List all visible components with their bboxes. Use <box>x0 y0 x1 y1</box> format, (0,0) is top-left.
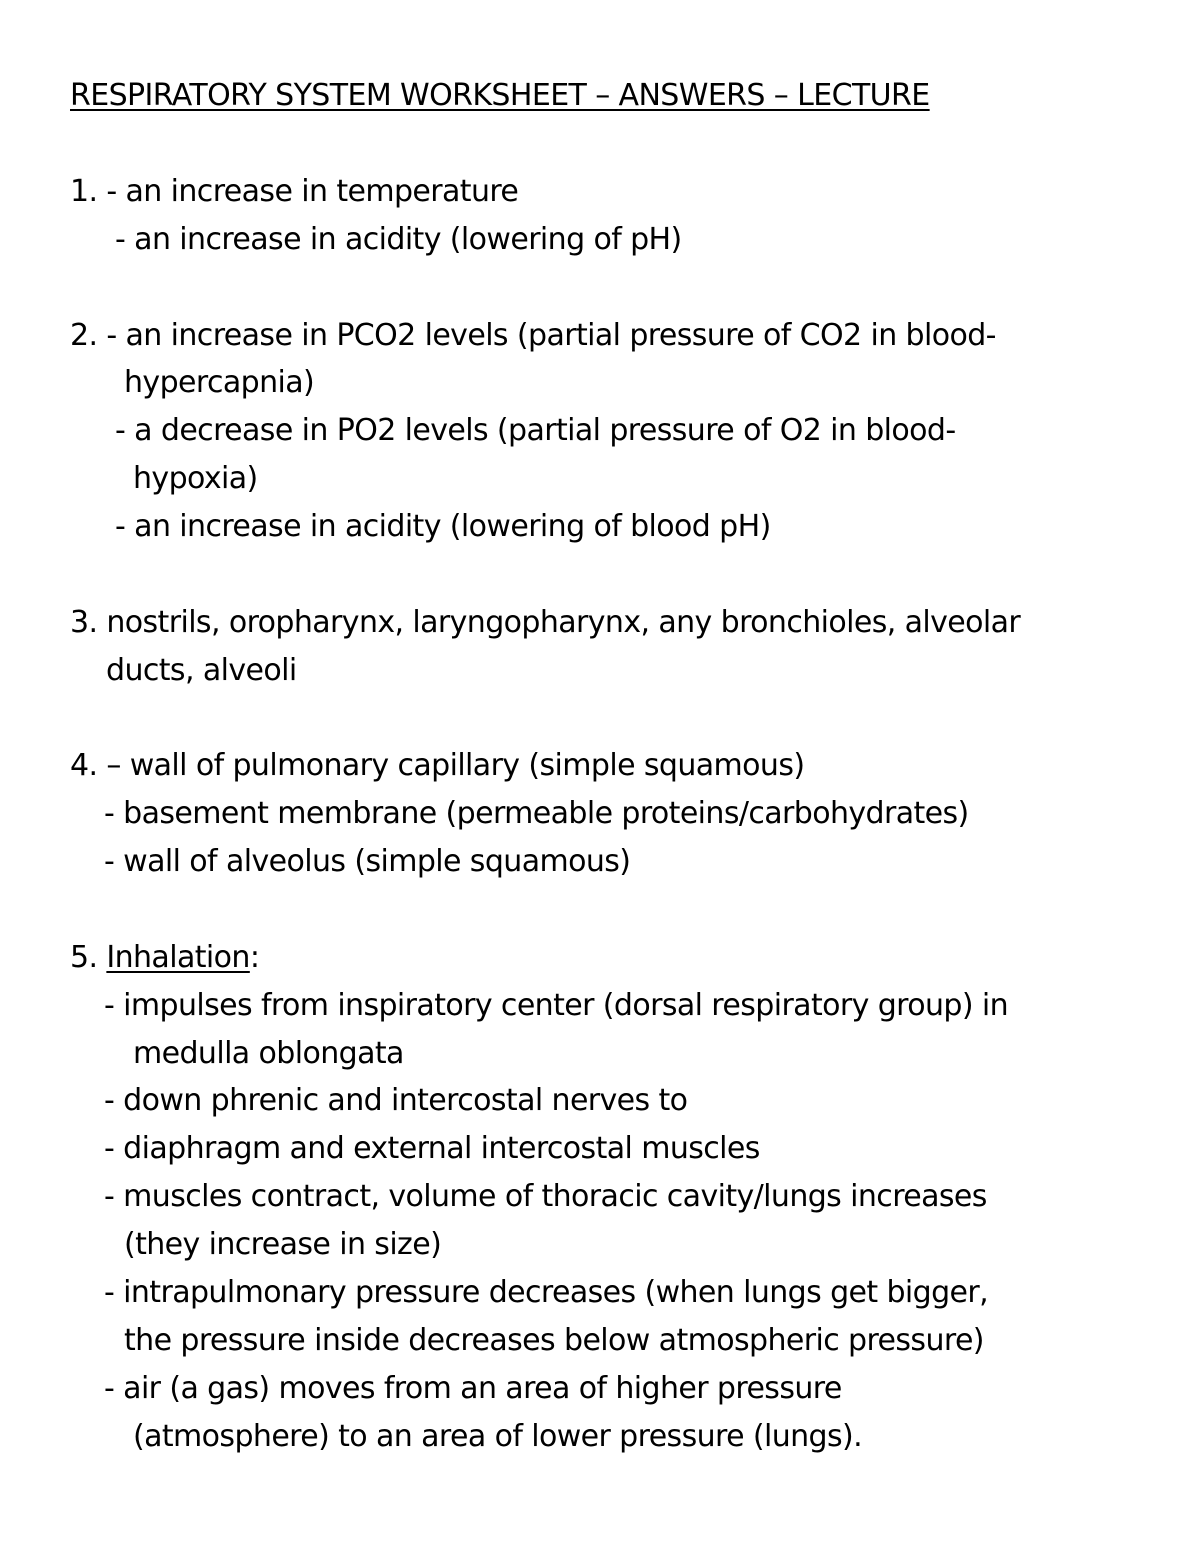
q5-line-5: - muscles contract, volume of thoracic cavity/lungs increases <box>104 1179 987 1214</box>
q2-line-4: hypoxia) <box>133 461 258 496</box>
q2-line-5: - an increase in acidity (lowering of blood pH) <box>115 509 771 544</box>
q1-line-2: - an increase in acidity (lowering of pH) <box>115 222 682 257</box>
q1-line-1: 1. - an increase in temperature <box>70 174 519 209</box>
q5-line-8: the pressure inside decreases below atmospheric pressure) <box>124 1323 984 1358</box>
q5-line-10: (atmosphere) to an area of lower pressure (lungs). <box>133 1419 863 1454</box>
q5-line-6: (they increase in size) <box>124 1227 442 1262</box>
q5-number: 5. <box>70 940 107 975</box>
q3-line-1: 3. nostrils, oropharynx, laryngopharynx, any bronchioles, alveolar <box>70 605 1021 640</box>
q2-line-1: 2. - an increase in PCO2 levels (partial pressure of CO2 in blood- <box>70 318 996 353</box>
q5-line-7: - intrapulmonary pressure decreases (when lungs get bigger, <box>104 1275 989 1310</box>
q5-line-9: - air (a gas) moves from an area of higher pressure <box>104 1371 842 1406</box>
q3-line-2: ducts, alveoli <box>106 653 297 688</box>
q5-line-4: - diaphragm and external intercostal muscles <box>104 1131 760 1166</box>
q4-line-1: 4. – wall of pulmonary capillary (simple squamous) <box>70 748 805 783</box>
q5-heading: Inhalation <box>106 940 250 975</box>
q5-line-1: - impulses from inspiratory center (dorsal respiratory group) in <box>104 988 1009 1023</box>
q4-line-2: - basement membrane (permeable proteins/carbohydrates) <box>104 796 969 831</box>
q5-line-3: - down phrenic and intercostal nerves to <box>104 1083 688 1118</box>
q5-line-2: medulla oblongata <box>133 1036 404 1071</box>
q5-heading-suffix: : <box>249 940 260 975</box>
q2-line-3: - a decrease in PO2 levels (partial pressure of O2 in blood- <box>115 413 956 448</box>
document-title: RESPIRATORY SYSTEM WORKSHEET – ANSWERS – LECTURE <box>70 78 930 113</box>
q2-line-2: hypercapnia) <box>124 365 315 400</box>
q4-line-3: - wall of alveolus (simple squamous) <box>104 844 631 879</box>
q5-heading-line <box>70 938 259 978</box>
